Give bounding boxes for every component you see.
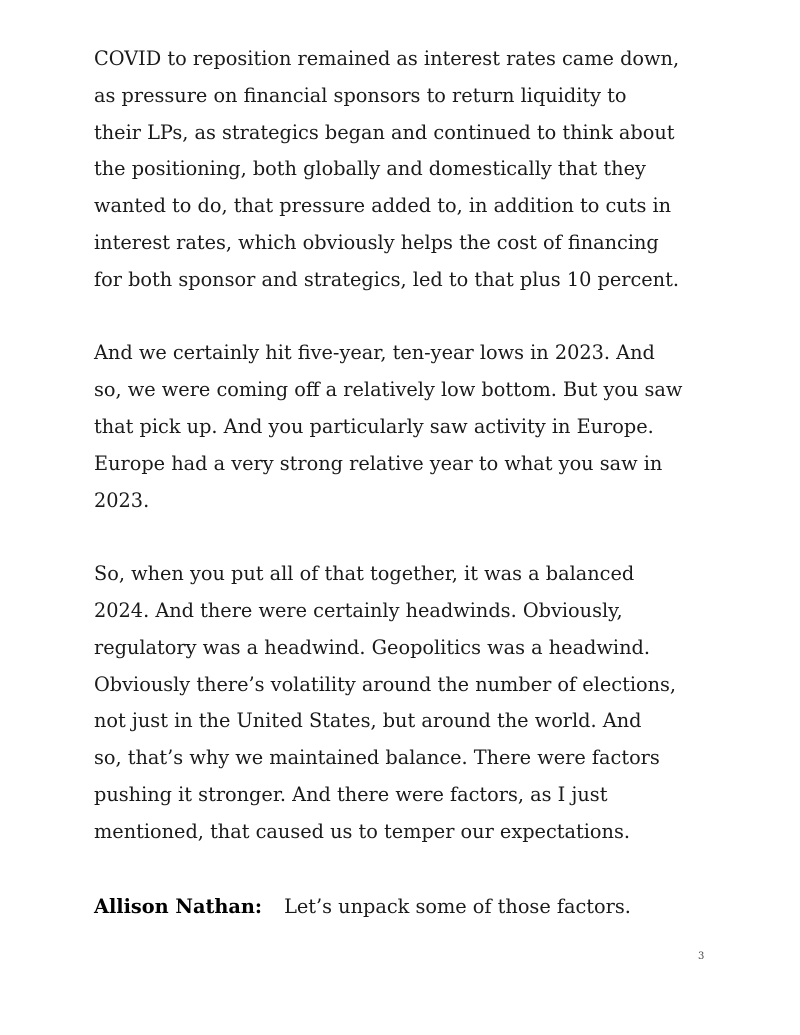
text-line: And we certainly hit five-year, ten-year lows in 2023. And	[94, 341, 655, 365]
text-line: pushing it stronger. And there were factors, as I just	[94, 782, 608, 806]
paragraph-3	[94, 556, 734, 850]
text-line: not just in the United States, but around the world. And	[94, 709, 642, 733]
speaker-name: Allison Nathan:	[94, 895, 263, 918]
paragraph-2	[94, 335, 734, 519]
speaker-utterance: Let’s unpack some of those factors.	[284, 895, 631, 918]
paragraph-spacer	[94, 299, 734, 336]
paragraph-1	[94, 41, 734, 299]
text-line: that pick up. And you particularly saw activity in Europe.	[94, 414, 654, 438]
text-line: Europe had a very strong relative year to what you saw in	[94, 451, 663, 475]
page-number: 3	[698, 951, 705, 962]
text-line: 2023.	[94, 488, 150, 512]
text-line: regulatory was a headwind. Geopolitics was a headwind.	[94, 635, 650, 659]
text-line: for both sponsor and strategics, led to that plus 10 percent.	[94, 267, 679, 291]
speaker-turn	[94, 889, 631, 926]
text-line: wanted to do, that pressure added to, in addition to cuts in	[94, 194, 672, 218]
text-line: 2024. And there were certainly headwinds. Obviously,	[94, 598, 623, 622]
text-line: so, that’s why we maintained balance. There were factors	[94, 746, 660, 770]
text-line: as pressure on financial sponsors to return liquidity to	[94, 83, 627, 107]
transcript-body	[94, 41, 734, 851]
text-line: interest rates, which obviously helps the cost of financing	[94, 230, 659, 254]
text-line: mentioned, that caused us to temper our expectations.	[94, 819, 630, 843]
text-line: COVID to reposition remained as interest rates came down,	[94, 47, 680, 70]
paragraph-spacer	[94, 519, 734, 556]
text-line: the positioning, both globally and domestically that they	[94, 157, 646, 181]
text-line: so, we were coming off a relatively low bottom. But you saw	[94, 378, 683, 402]
text-line: So, when you put all of that together, it was a balanced	[94, 562, 635, 586]
text-line: their LPs, as strategics began and continued to think about	[94, 120, 675, 144]
text-line: Obviously there’s volatility around the number of elections,	[94, 672, 677, 696]
